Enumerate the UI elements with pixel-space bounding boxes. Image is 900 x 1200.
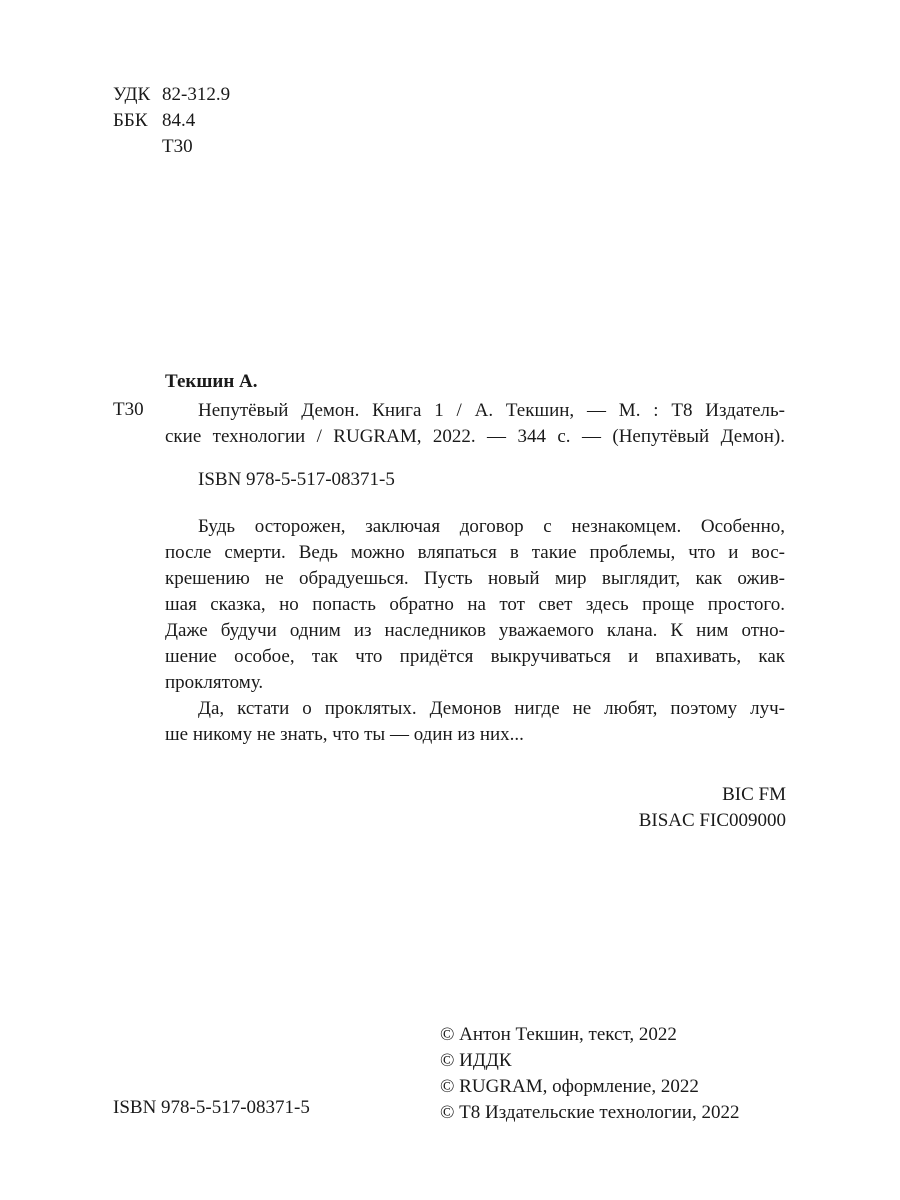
classification-block [113, 82, 230, 160]
bbk-label: ББК [113, 110, 148, 131]
isbn-footer: ISBN 978-5-517-08371-5 [113, 1097, 310, 1118]
udk-value: 82-312.9 [162, 84, 231, 105]
subject-codes [639, 782, 786, 834]
author-heading: Текшин А. [165, 371, 258, 392]
annotation-line: ше никому не знать, что ты — один из них... [165, 724, 524, 745]
annotation-line: шая сказка, но попасть обратно на тот свет здесь проще простого. [165, 594, 785, 615]
bbk-value: 84.4 [162, 110, 196, 131]
copyright-line: © Антон Текшин, текст, 2022 [440, 1024, 677, 1045]
udk-label: УДК [113, 84, 151, 105]
bisac-code: BISAC FIC009000 [638, 810, 786, 831]
copyright-line: © ИДДК [440, 1050, 512, 1071]
annotation-line: после смерти. Ведь можно вляпаться в такие проблемы, что и вос- [165, 542, 785, 563]
annotation-line: крешению не обрадуешься. Пусть новый мир выглядит, как ожив- [165, 568, 785, 589]
bibliographic-line: ские технологии / RUGRAM, 2022. — 344 с. — (Непутёвый Демон). [165, 426, 785, 447]
bibliographic-line: Непутёвый Демон. Книга 1 / А. Текшин, — М. : Т8 Издатель- [198, 400, 785, 421]
annotation-paragraph [165, 696, 785, 748]
isbn-main: ISBN 978-5-517-08371-5 [198, 469, 395, 490]
udk-row [113, 82, 230, 108]
bic-code: BIC FM [722, 784, 786, 805]
annotation-paragraph [165, 514, 785, 696]
copyright-block [440, 1022, 739, 1126]
copyright-line: © RUGRAM, оформление, 2022 [440, 1076, 699, 1097]
bbk-row [113, 108, 230, 134]
annotation-line: Да, кстати о проклятых. Демонов нигде не любят, поэтому луч- [198, 698, 785, 719]
annotation [165, 514, 785, 748]
annotation-line: шение особое, так что придётся выкручиваться и впахивать, как [165, 646, 785, 667]
annotation-line: Даже будучи одним из наследников уважаемого клана. К ним отно- [165, 620, 785, 641]
copyright-line: © Т8 Издательские технологии, 2022 [440, 1102, 740, 1123]
author-code-row [113, 134, 230, 160]
annotation-line: проклятому. [165, 672, 264, 693]
bibliographic-description [165, 398, 785, 450]
record-code: Т30 [113, 399, 144, 420]
author-code: Т30 [162, 136, 193, 157]
annotation-line: Будь осторожен, заключая договор с незнакомцем. Особенно, [198, 516, 785, 537]
